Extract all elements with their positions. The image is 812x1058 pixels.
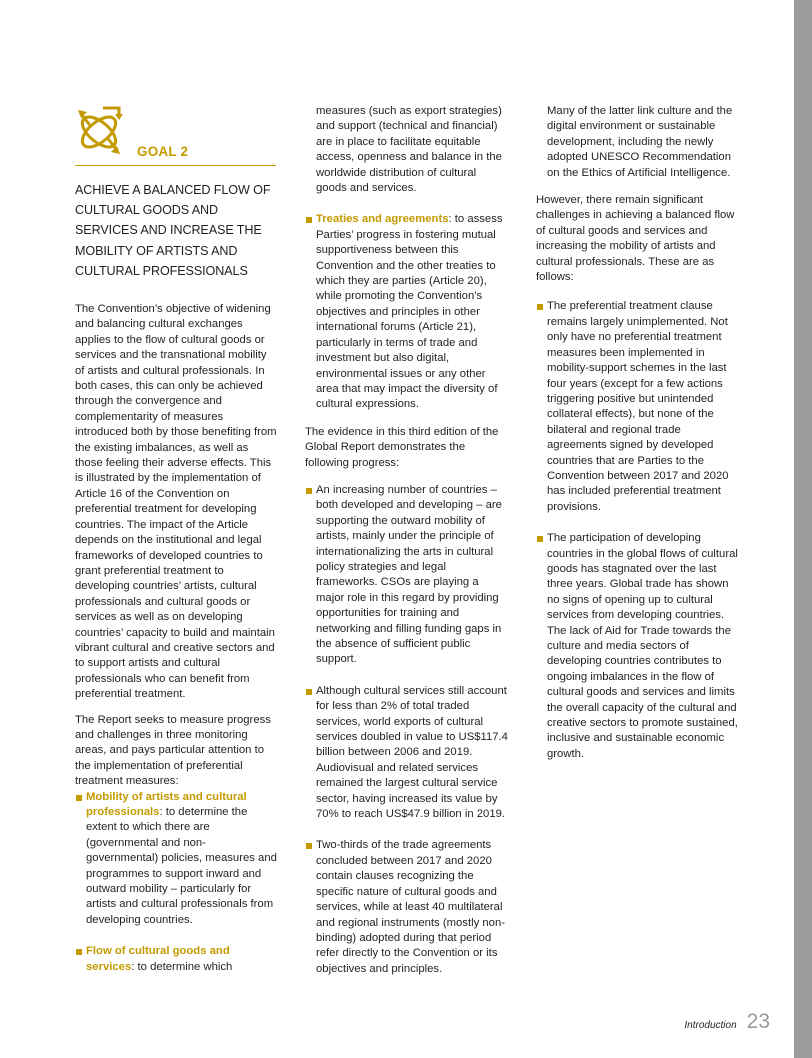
progress-item: Two-thirds of the trade agreements concluded between 2017 and 2020 contain clauses recognizing the specific nature of cultural goods and services, while at least 40 multilateral and regional instruments (mostly non-binding) adopted during that period refer directly to the Convention or its objectives and principles. — [305, 838, 508, 977]
bullet-mobility-title: Mobility of artists and cultural professionals — [86, 790, 247, 819]
column-3 — [536, 104, 738, 762]
bullet-flow-text: : to determine which — [131, 960, 233, 973]
bullet-treaties-text: : to assess Parties’ progress in fostering mutual supportiveness between this Convention and the other treaties to which they are parties (Article 20), while promoting the Convention’s objectives and principles in other international forums (Article 21), particularly in terms of trade and investment but also digital, environmental issues or any other area that may impact the diversity of cultural expressions. — [316, 213, 503, 411]
challenge-item: The participation of developing countries in the global flows of cultural goods has stagnated over the last three years. Global trade has shown no signs of opening up to cultural services from developing countries. The lack of Aid for Trade towards the culture and media sectors of developing countries contributes to ongoing imbalances in the flow of cultural goods and services and limits the overall capacity of the cultural and creative sectors to promote sustained, inclusive and sustainable economic growth. — [536, 531, 738, 762]
digital-continuation: Many of the latter link culture and the digital environment or sustainable development, including the newly adopted UNESCO Recommendation on the Ethics of Artificial Intelligence. — [547, 105, 733, 179]
flow-continuation: measures (such as export strategies) and support (technical and financial) are in place to facilitate equitable access, openness and balance in the worldwide distribution of cultural goods and services. — [316, 105, 502, 195]
challenge-item: The preferential treatment clause remains largely unimplemented. Not only have no preferential treatment measures been implemented in mobility-support schemes in the last four years (except for a few actions triggering positive but unintended collateral effects), but none of the bilateral and regional trade agreements signed by developed countries that are Parties to the Convention between 2017 and 2020 has included preferential treatment provisions. — [536, 299, 738, 515]
bullet-treaties-title: Treaties and agreements — [316, 213, 449, 226]
column-2 — [305, 104, 508, 977]
column-1 — [75, 100, 277, 975]
section-heading: ACHIEVE A BALANCED FLOW OF CULTURAL GOODS AND SERVICES AND INCREASE THE MOBILITY OF ARTISTS AND CULTURAL PROFESSIONALS — [75, 183, 271, 278]
challenges-paragraph: However, there remain significant challenges in achieving a balanced flow of cultural goods and services and increasing the mobility of artists and cultural professionals. These are as follows: — [536, 194, 735, 284]
bullet-mobility-text: : to determine the extent to which there are (governmental and non-governmental) policies, measures and programmes to support inward and outward mobility – particularly for artists and cultural professionals from developing countries. — [86, 806, 277, 926]
progress-item: Although cultural services still account for less than 2% of total traded services, world exports of cultural services doubled in value to US$117.4 billion between 2006 and 2019. Audiovisual and related services remained the largest cultural service sector, having increased its value by 70% to reach US$47.9 billion in 2019. — [305, 684, 508, 823]
page-number: 23 — [746, 1010, 770, 1033]
progress-item: An increasing number of countries – both developed and developing – are supporting the outward mobility of artists, mainly under the principle of internationalizing the arts in cultural policy strategies and legal frameworks. CSOs are playing a major role in this regard by providing opportunities for training and networking and filling funding gaps in the absence of sufficient public support. — [305, 483, 508, 668]
side-bar — [794, 0, 812, 1058]
goal-header — [75, 100, 277, 166]
bullet-flow-title: Flow of cultural goods and services — [86, 945, 230, 973]
goal-divider — [75, 165, 276, 166]
orbit-arrows-icon — [75, 102, 127, 160]
bullet-treaties — [305, 212, 508, 412]
page-footer — [684, 1010, 770, 1034]
report-paragraph: The Report seeks to measure progress and challenges in three monitoring areas, and pays particular attention to the implementation of preferential treatment measures: — [75, 713, 271, 788]
bullet-flow — [75, 944, 277, 975]
goal-label: GOAL 2 — [137, 144, 189, 159]
evidence-paragraph: The evidence in this third edition of the Global Report demonstrates the following progress: — [305, 425, 499, 469]
intro-paragraph: The Convention’s objective of widening and balancing cultural exchanges applies to the flow of cultural goods or services and the transnational mobility of artists and cultural professionals. In both cases, this can only be achieved through the convergence and complementarity of measures introduced both by those benefiting from the existing imbalances, as well as those feeling their adverse effects. This is illustrated by the implementation of Article 16 of the Convention on preferential treatment for developing countries. The impact of the Article depends on the institutional and legal frameworks of developed countries to grant preferential treatment to developing countries’ artists, cultural professionals and cultural goods or services as well as on developing countries’ capacity to build and maintain vibrant cultural and creative sectors and to support artists and cultural professionals who can benefit from preferential treatment. — [75, 303, 277, 701]
footer-section-label: Introduction — [684, 1020, 737, 1031]
bullet-mobility — [75, 790, 277, 929]
